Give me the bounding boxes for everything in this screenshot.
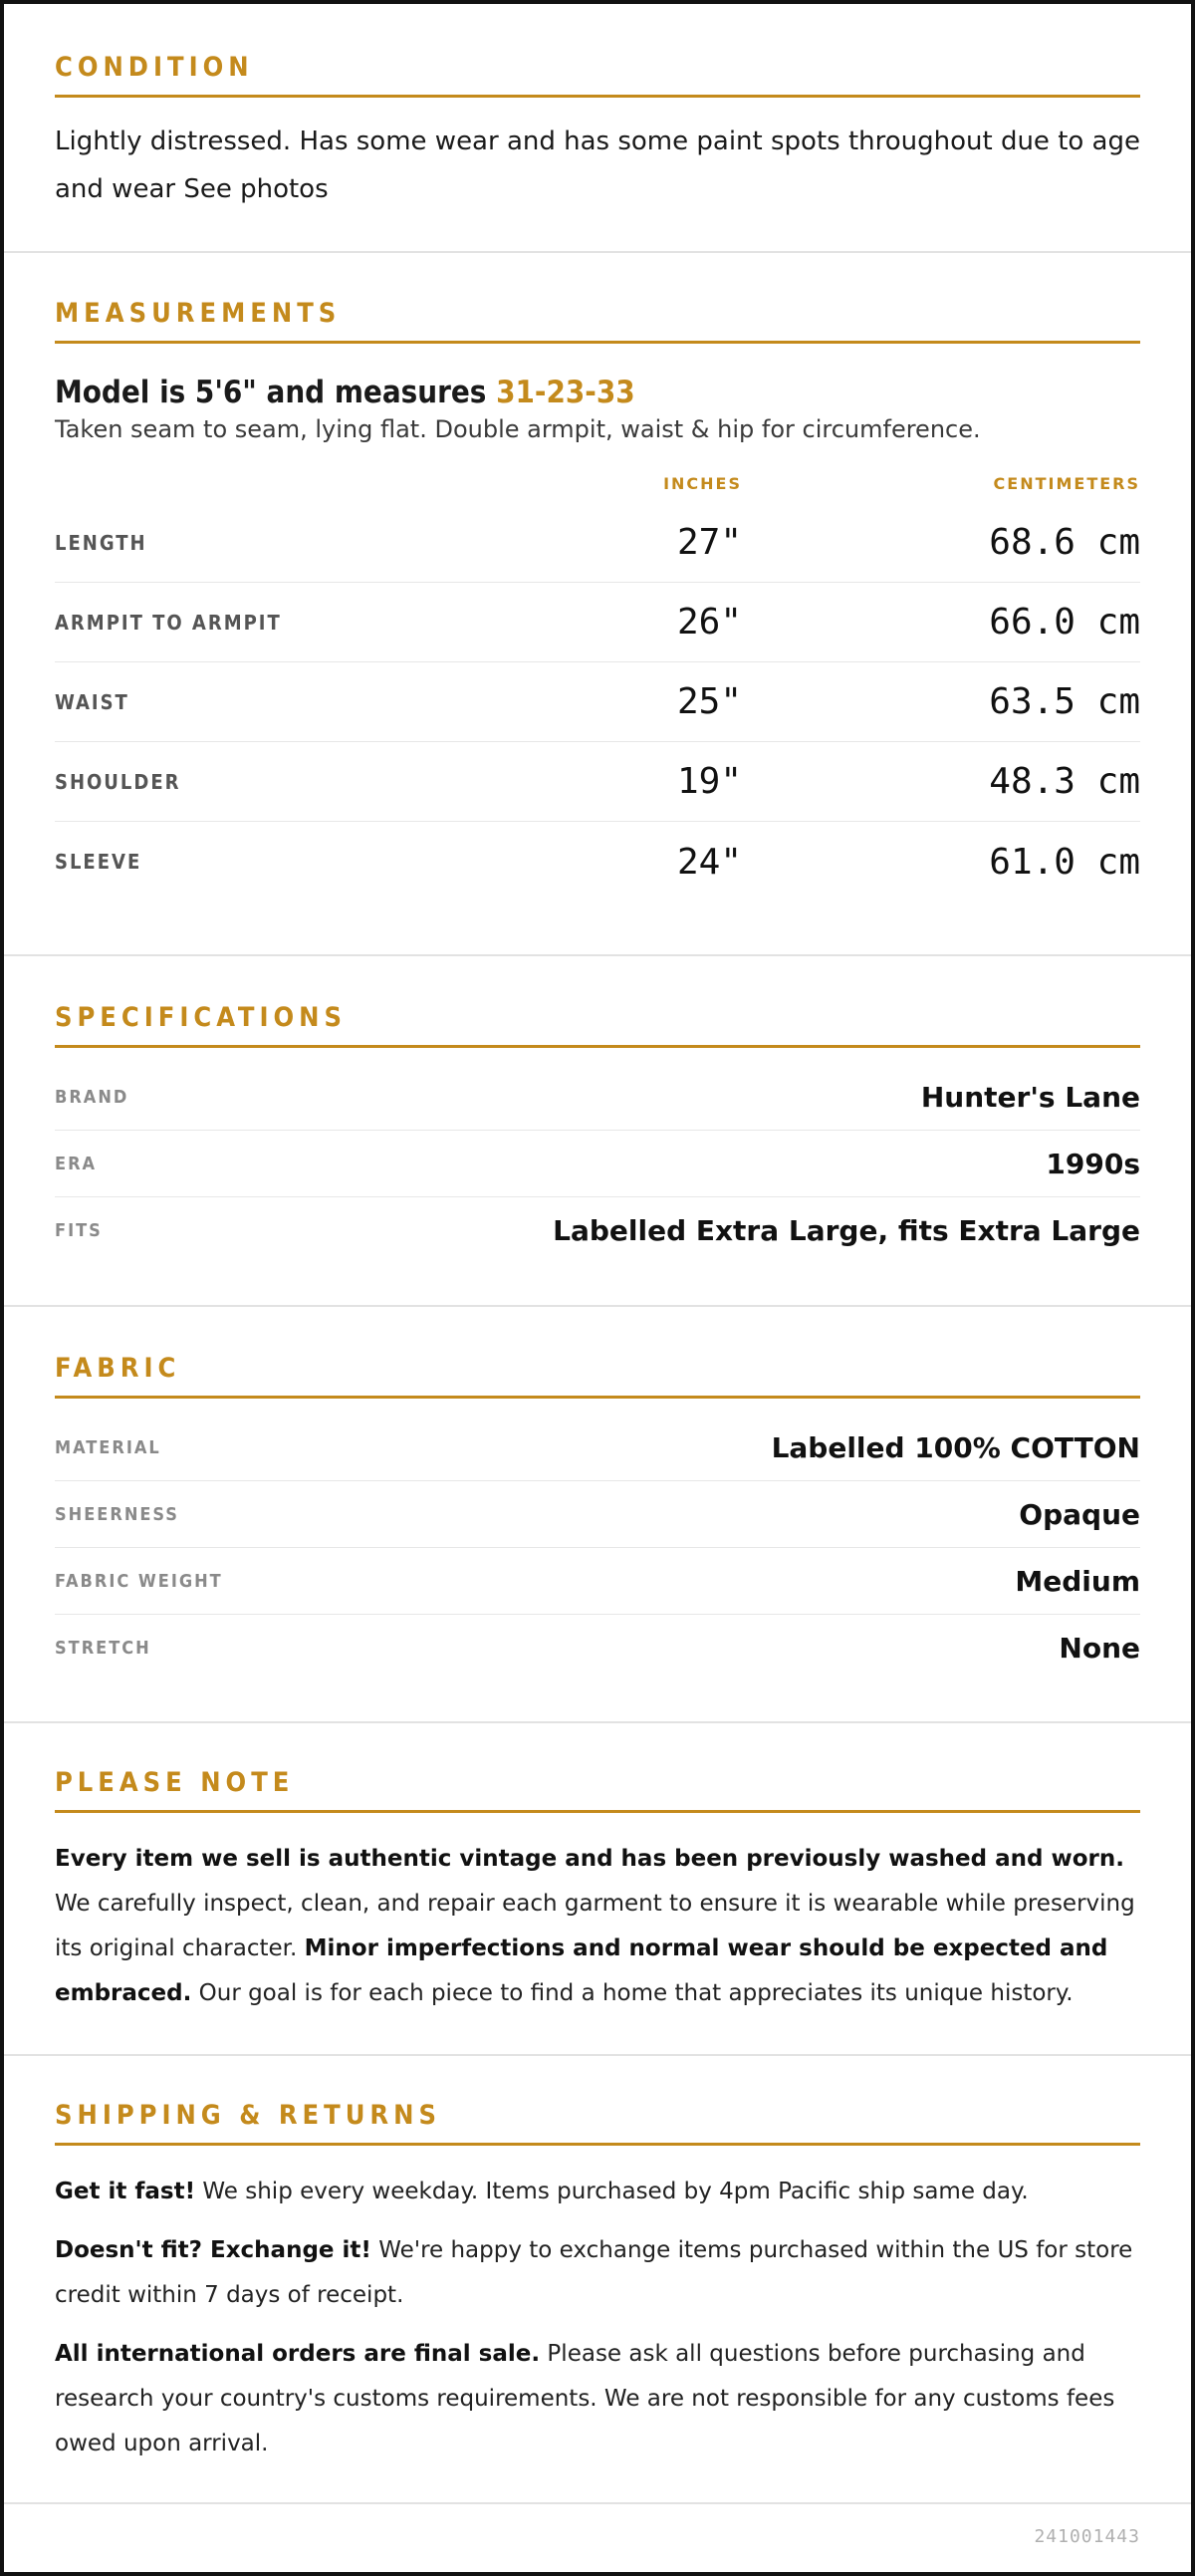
measurement-cm: 63.5 cm	[989, 681, 1140, 723]
shipping-returns-section	[4, 2056, 1191, 2504]
spec-row	[55, 1131, 1140, 1197]
specifications-list	[55, 1064, 1140, 1264]
measurements-subtitle: Taken seam to seam, lying flat. Double armpit, waist & hip for circumference.	[55, 415, 981, 444]
measurement-inches: 25"	[676, 681, 742, 723]
measurement-row	[55, 742, 1140, 822]
model-measures-line	[55, 376, 1140, 409]
condition-text: Lightly distressed. Has some wear and has some paint spots throughout due to age and wear See photos	[55, 127, 1140, 204]
note-bold-1: Every item we sell is authentic vintage and has been previously washed and worn.	[55, 1846, 1124, 1872]
model-prefix: Model is 5'6" and measures	[55, 375, 497, 410]
measurement-cm: 66.0 cm	[989, 602, 1140, 644]
measurement-row	[55, 583, 1140, 662]
measurement-label: SHOULDER	[55, 769, 181, 794]
note-text-2: Our goal is for each piece to find a home that appreciates its unique history.	[191, 1980, 1074, 2006]
shipping-text-1: We ship every weekday. Items purchased by 4pm Pacific ship same day.	[195, 2179, 1029, 2204]
centimeters-column-header: CENTIMETERS	[993, 473, 1140, 493]
measurement-inches: 27"	[676, 522, 742, 564]
shipping-bold-2: Doesn't fit? Exchange it!	[55, 2237, 371, 2263]
shipping-bold-3: All international orders are final sale.	[55, 2341, 541, 2367]
fabric-value: None	[1059, 1632, 1140, 1665]
measurements-column-headers	[55, 463, 1140, 503]
measurements-heading: MEASUREMENTS	[55, 300, 1140, 344]
sku-number: 241001443	[1034, 2526, 1140, 2547]
shipping-paragraph-exchange	[55, 2228, 1140, 2318]
fabric-label: FABRIC WEIGHT	[55, 1570, 223, 1592]
measurement-row	[55, 822, 1140, 902]
fabric-label: SHEERNESS	[55, 1503, 179, 1525]
measurement-inches: 24"	[676, 841, 742, 883]
condition-heading: CONDITION	[55, 54, 1140, 98]
measurement-inches: 19"	[676, 761, 742, 803]
measurement-cm: 48.3 cm	[989, 761, 1140, 803]
shipping-text-2: We're happy to exchange items purchased within the US for store credit within 7 days of receipt.	[55, 2237, 1133, 2308]
please-note-text	[55, 1837, 1140, 2016]
measurement-cm: 61.0 cm	[989, 841, 1140, 883]
measurement-label: ARMPIT TO ARMPIT	[55, 610, 282, 635]
fabric-value: Opaque	[1019, 1497, 1140, 1531]
spec-label: BRAND	[55, 1086, 129, 1108]
measurement-inches: 26"	[676, 602, 742, 644]
measurement-row	[55, 503, 1140, 583]
measurements-section	[4, 253, 1191, 956]
please-note-heading: PLEASE NOTE	[55, 1769, 1140, 1813]
measurement-label: SLEEVE	[55, 850, 142, 875]
fabric-value: Labelled 100% COTTON	[771, 1430, 1140, 1464]
fabric-label: MATERIAL	[55, 1436, 161, 1458]
spec-value: 1990s	[1046, 1147, 1140, 1180]
shipping-bold-1: Get it fast!	[55, 2179, 196, 2204]
fabric-label: STRETCH	[55, 1638, 151, 1659]
measurement-label: WAIST	[55, 689, 129, 714]
spec-label: FITS	[55, 1220, 103, 1241]
condition-section	[4, 4, 1191, 253]
shipping-paragraph-speed	[55, 2170, 1140, 2214]
fabric-row	[55, 1415, 1140, 1481]
inches-column-header: INCHES	[663, 473, 742, 493]
measurements-table	[55, 503, 1140, 902]
please-note-section	[4, 1723, 1191, 2056]
note-text-1: We carefully inspect, clean, and repair each garment to ensure it is wearable while preserving its original character.	[55, 1891, 1135, 1961]
measurement-row	[55, 662, 1140, 742]
fabric-row	[55, 1548, 1140, 1615]
note-bold-2: Minor imperfections and normal wear should be expected and embraced.	[55, 1935, 1108, 2006]
fabric-value: Medium	[1015, 1564, 1140, 1598]
fabric-row	[55, 1481, 1140, 1548]
footer	[4, 2504, 1191, 2570]
spec-row	[55, 1064, 1140, 1131]
spec-label: ERA	[55, 1153, 98, 1174]
specifications-section	[4, 956, 1191, 1307]
model-measures-value: 31-23-33	[496, 375, 635, 410]
shipping-text-3: Please ask all questions before purchasing and research your country's customs requirements. We are not responsible for any customs fees owed upon arrival.	[55, 2341, 1115, 2456]
specifications-heading: SPECIFICATIONS	[55, 1004, 1140, 1048]
spec-value: Labelled Extra Large, fits Extra Large	[553, 1214, 1140, 1247]
fabric-heading: FABRIC	[55, 1355, 1140, 1399]
shipping-paragraph-international	[55, 2332, 1140, 2466]
measurement-label: LENGTH	[55, 530, 147, 555]
spec-row	[55, 1197, 1140, 1264]
shipping-returns-heading: SHIPPING & RETURNS	[55, 2102, 1140, 2146]
measurement-cm: 68.6 cm	[989, 522, 1140, 564]
fabric-row	[55, 1615, 1140, 1681]
fabric-section	[4, 1307, 1191, 1723]
fabric-list	[55, 1415, 1140, 1681]
spec-value: Hunter's Lane	[920, 1080, 1140, 1114]
